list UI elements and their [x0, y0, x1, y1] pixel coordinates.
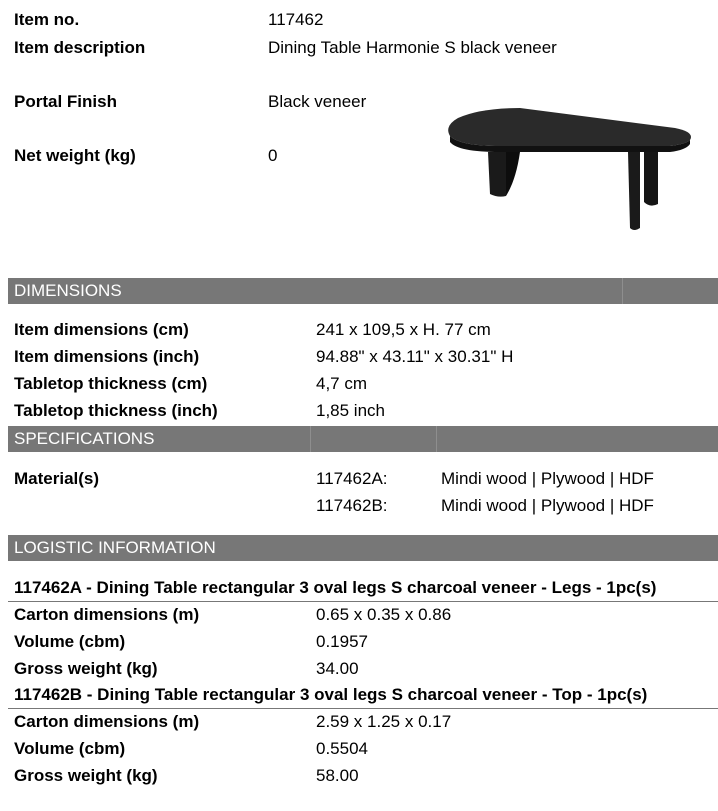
package-a-gross-value: 34.00 — [316, 659, 359, 678]
logistics-section-header — [8, 535, 718, 561]
package-b-gross-value: 58.00 — [316, 766, 359, 785]
band-divider — [436, 426, 437, 452]
package-b-heading: 117462B - Dining Table rectangular 3 oval legs S charcoal veneer - Top - 1pc(s) — [14, 685, 648, 704]
dimensions-title: DIMENSIONS — [14, 281, 122, 300]
material-code-a: 117462A: — [316, 469, 388, 488]
package-a-volume-label: Volume (cbm) — [14, 632, 126, 651]
net-weight-value: 0 — [268, 146, 278, 165]
package-a-volume-value: 0.1957 — [316, 632, 368, 651]
portal-finish-label: Portal Finish — [14, 92, 117, 111]
specifications-title: SPECIFICATIONS — [14, 429, 155, 448]
dim-value-3: 1,85 inch — [316, 401, 385, 420]
dimensions-section-header — [8, 278, 718, 304]
specifications-section-header — [8, 426, 718, 452]
package-a-heading: 117462A - Dining Table rectangular 3 oval legs S charcoal veneer - Legs - 1pc(s) — [14, 578, 657, 597]
item-no-label: Item no. — [14, 10, 80, 29]
package-a-gross-label: Gross weight (kg) — [14, 659, 158, 678]
dining-table-image — [440, 100, 700, 240]
material-code-b: 117462B: — [316, 496, 388, 515]
package-b-gross-label: Gross weight (kg) — [14, 766, 158, 785]
package-b-volume-label: Volume (cbm) — [14, 739, 126, 758]
net-weight-label: Net weight (kg) — [14, 146, 136, 165]
dim-label-3: Tabletop thickness (inch) — [14, 401, 218, 420]
band-divider — [622, 278, 623, 304]
package-b-divider — [8, 708, 718, 709]
dim-value-2: 4,7 cm — [316, 374, 368, 393]
dim-label-0: Item dimensions (cm) — [14, 320, 189, 339]
package-b-volume-value: 0.5504 — [316, 739, 368, 758]
item-description-label: Item description — [14, 38, 146, 57]
package-a-carton-label: Carton dimensions (m) — [14, 605, 200, 624]
material-value-b: Mindi wood | Plywood | HDF — [441, 496, 654, 515]
package-a-carton-value: 0.65 x 0.35 x 0.86 — [316, 605, 452, 624]
material-value-a: Mindi wood | Plywood | HDF — [441, 469, 654, 488]
dim-label-2: Tabletop thickness (cm) — [14, 374, 208, 393]
package-a-divider — [8, 601, 718, 602]
band-divider — [310, 426, 311, 452]
package-b-carton-value: 2.59 x 1.25 x 0.17 — [316, 712, 452, 731]
package-b-carton-label: Carton dimensions (m) — [14, 712, 200, 731]
materials-label: Material(s) — [14, 469, 100, 488]
dim-value-0: 241 x 109,5 x H. 77 cm — [316, 320, 491, 339]
logistics-title: LOGISTIC INFORMATION — [14, 538, 216, 557]
item-description-value: Dining Table Harmonie S black veneer — [268, 38, 557, 57]
dim-value-1: 94.88" x 43.11" x 30.31" H — [316, 347, 514, 366]
dim-label-1: Item dimensions (inch) — [14, 347, 200, 366]
portal-finish-value: Black veneer — [268, 92, 367, 111]
item-no-value: 117462 — [268, 10, 324, 29]
